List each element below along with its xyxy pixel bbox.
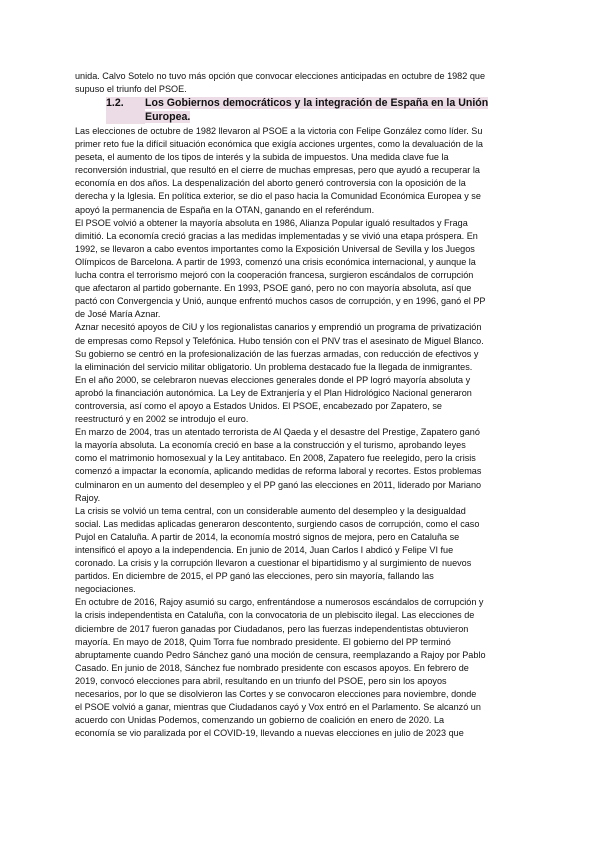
text-line: la eliminación del servicio militar obligatorio. Un problema destacado fue la llegada de inmigrantes. — [75, 361, 473, 372]
body-text — [75, 125, 538, 740]
text-line: abruptamente cuando Pedro Sánchez ganó una moción de censura, reemplazando a Rajoy por Pablo — [75, 649, 486, 660]
text-line: 2019, convocó elecciones para abril, resultando en un triunfo del PSOE, pero sin los apoyos — [75, 675, 447, 686]
section-title — [145, 97, 505, 124]
text-line: mayoría. En mayo de 2018, Quim Torra fue nombrado presidente. El gobierno del PP terminó — [75, 636, 451, 647]
text-line: En octubre de 2016, Rajoy asumió su cargo, enfrentándose a numerosos escándalos de corrupción y — [75, 597, 484, 608]
text-line: primer reto fue la difícil situación económica que exigía acciones urgentes, como la devaluación de la — [75, 139, 483, 150]
text-line: acuerdo con Unidas Podemos, comenzando un gobierno de coalición en enero de 2020. La — [75, 715, 445, 726]
text-line: la crisis independentista en Cataluña, con la convocatoria de un plebiscito ilegal. Las elecciones de — [75, 610, 475, 621]
text-line: coronado. La crisis y la corrupción llevaron a cuestionar el bipartidismo y al surgimiento de nuevos — [75, 558, 472, 569]
text-line: comenzó a impactar la economía, aplicando medidas de reforma laboral y recortes. Estos problemas — [75, 466, 482, 477]
text-line: unida. Calvo Sotelo no tuvo más opción que convocar elecciones anticipadas en octubre de 1982 que — [75, 71, 486, 81]
text-line: peseta, el aumento de los tipos de interés y la subida de impuestos. Una medida clave fue la — [75, 152, 449, 163]
text-line: Casado. En junio de 2018, Sánchez fue nombrado presidente con escasos apoyos. En febrero de — [75, 662, 469, 673]
text-line: reestructuró y en 2002 se introdujo el euro. — [75, 414, 249, 425]
text-line: Pujol en Cataluña. A partir de 2014, la economía mostró signos de mejora, pero en Cataluña se — [75, 531, 460, 542]
text-line: Su gobierno se centró en la profesionalización de las fuerzas armadas, con reducción de efectivos y — [75, 348, 479, 359]
text-line: Las elecciones de octubre de 1982 llevaron al PSOE a la victoria con Felipe González como líder. Su — [75, 126, 483, 136]
text-line: economía se vio paralizada por el COVID-19, llevando a nuevas elecciones en julio de 2023 que — [75, 728, 464, 739]
text-line: culminaron en un aumento del desempleo y el PP ganó las elecciones en 2011, liderado por Mariano — [75, 479, 482, 490]
text-line: partidos. En diciembre de 2015, el PP ganó las elecciones, pero sin mayoría, fallando las — [75, 571, 434, 582]
text-line: Olímpicos de Barcelona. A partir de 1993, comenzó una crisis económica internacional, y aunque la — [75, 256, 476, 267]
text-line: necesarios, por lo que se disolvieron las Cortes y se convocaron elecciones para noviembre, donde — [75, 689, 477, 700]
text-line: diciembre de 2017 fueron ganadas por Ciudadanos, pero las fuerzas independentistas obtuvieron — [75, 623, 469, 634]
text-line: dimitió. La economía creció gracias a las medidas implementadas y se vivió una etapa próspera. En — [75, 230, 478, 241]
text-line: 1992, se llevaron a cabo eventos importantes como la Exposición Universal de Sevilla y los Juegos — [75, 243, 475, 254]
text-line: la mayoría absoluta. La economía creció en base a la construcción y el turismo, aprobando leyes — [75, 440, 466, 451]
text-line: apoyó la permanencia de España en la OTAN, ganando en el referéndum. — [75, 204, 375, 215]
section-number: 1.2. — [106, 97, 145, 124]
text-line: negociaciones. — [75, 584, 136, 595]
text-line: de empresas como Repsol y Telefónica. Hubo tensión con el PNV tras el asesinato de Miguel Blanco. — [75, 335, 484, 346]
text-line: derecha y la Iglesia. En política exterior, se dio el paso hacia la Comunidad Económica Europea y se — [75, 191, 481, 202]
section-title-line-1: Los Gobiernos democráticos y la integración de España en la Unión — [145, 97, 489, 110]
text-line: lucha contra el terrorismo mejoró con la cooperación francesa, surgieron escándalos de corrupción — [75, 270, 474, 281]
intro-text — [75, 70, 538, 96]
section-title-line-2: Europea. — [145, 110, 191, 123]
text-line: el PSOE volvió a ganar, mientras que Ciudadanos cayó y Vox entró en el Parlamento. Se alcanzó un — [75, 702, 481, 713]
section-heading — [106, 97, 538, 124]
text-line: En marzo de 2004, tras un atentado terrorista de Al Qaeda y el desastre del Prestige, Zapatero ganó — [75, 427, 480, 438]
text-line: de José María Aznar. — [75, 309, 161, 320]
text-line: economía en dos años. La despenalización del aborto generó controversia con la oposición de la — [75, 178, 466, 189]
text-line: pactó con Convergencia y Unió, aunque enfrentó muchos casos de corrupción, y en 1996, ganó el PP — [75, 296, 486, 307]
text-line: como el matrimonio homosexual y la Ley antitabaco. En 2008, Zapatero fue reelegido, pero la crisis — [75, 453, 476, 464]
text-line: social. Las medidas aplicadas generaron descontento, surgiendo casos de corrupción, como el caso — [75, 518, 480, 529]
text-line: El PSOE volvió a obtener la mayoría absoluta en 1986, Alianza Popular igualó resultados y Fraga — [75, 217, 468, 228]
text-line: que afectaron al partido gobernante. En 1993, PSOE ganó, pero no con mayoría absoluta, así que — [75, 283, 472, 294]
text-line: Rajoy. — [75, 492, 101, 503]
text-line: supuso el triunfo del PSOE. — [75, 84, 187, 95]
text-line: reconversión industrial, que resultó en el cierre de muchas empresas, pero que ayudó a recuperar la — [75, 165, 480, 176]
text-line: aprobó la financiación autonómica. La Ley de Extranjería y el Plan Hidrológico Nacional generaron — [75, 387, 472, 398]
text-line: La crisis se volvió un tema central, con un considerable aumento del desempleo y la desigualdad — [75, 505, 466, 516]
text-line: En el año 2000, se celebraron nuevas elecciones generales donde el PP logró mayoría absoluta y — [75, 374, 471, 385]
text-line: Aznar necesitó apoyos de CiU y los regionalistas canarios y emprendió un programa de privatización — [75, 322, 482, 333]
text-line: intensificó el apoyo a la independencia. En junio de 2014, Juan Carlos I abdicó y Felipe VI fue — [75, 545, 454, 555]
text-line: controversia, así como el apoyo a Estados Unidos. El PSOE, encabezado por Zapatero, se — [75, 400, 442, 411]
